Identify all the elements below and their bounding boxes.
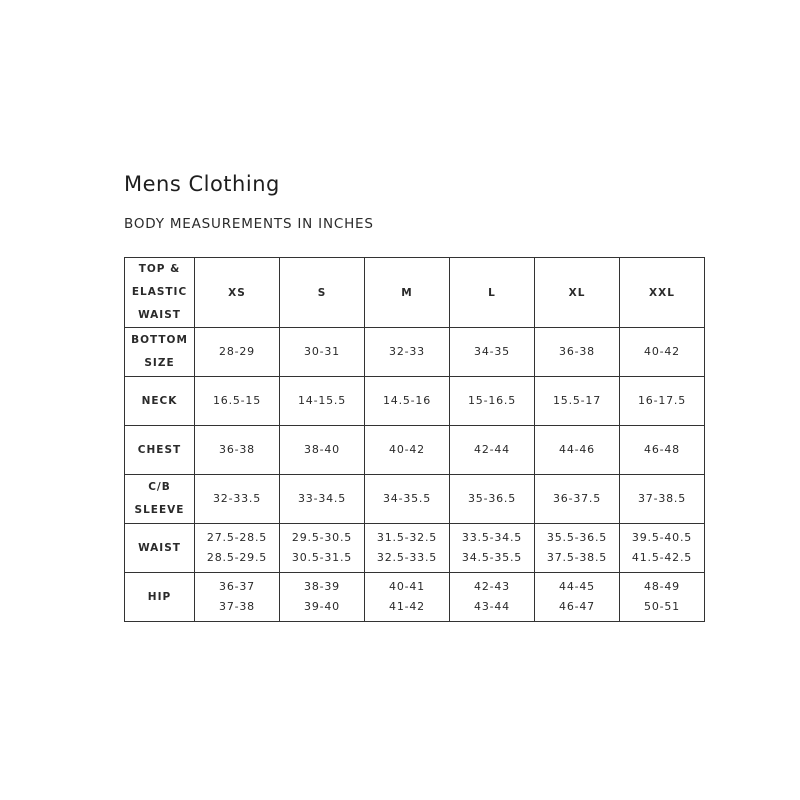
cell-value: 43-44 bbox=[474, 600, 510, 613]
cell-value: 30-31 bbox=[304, 345, 340, 358]
row-label-cell bbox=[125, 377, 195, 426]
table-cell bbox=[535, 475, 620, 524]
cell-value: 36-38 bbox=[559, 345, 595, 358]
table-cell bbox=[365, 475, 450, 524]
cell-value: 32-33 bbox=[389, 345, 425, 358]
row-label-line: HIP bbox=[147, 590, 172, 603]
cell-value: 39-40 bbox=[304, 600, 340, 613]
table-cell bbox=[280, 426, 365, 475]
column-header-m: M bbox=[365, 258, 450, 328]
cell-value: 46-47 bbox=[559, 600, 595, 613]
row-label-line: CHEST bbox=[137, 443, 182, 456]
table-cell bbox=[280, 573, 365, 622]
cell-value: 34.5-35.5 bbox=[461, 551, 523, 564]
size-chart-body bbox=[125, 258, 705, 622]
corner-label-line: TOP & bbox=[138, 263, 181, 275]
table-row bbox=[125, 524, 705, 573]
page-subtitle: BODY MEASUREMENTS IN INCHES bbox=[124, 216, 374, 232]
cell-value: 37.5-38.5 bbox=[546, 551, 608, 564]
table-cell bbox=[280, 377, 365, 426]
table-cell bbox=[195, 573, 280, 622]
cell-value: 30.5-31.5 bbox=[291, 551, 353, 564]
row-label-cell bbox=[125, 573, 195, 622]
table-row bbox=[125, 475, 705, 524]
column-header-s: S bbox=[280, 258, 365, 328]
cell-value: 15.5-17 bbox=[552, 394, 602, 407]
table-cell bbox=[450, 524, 535, 573]
row-label-cell bbox=[125, 475, 195, 524]
table-cell bbox=[535, 426, 620, 475]
row-label-line: C/B bbox=[148, 481, 171, 493]
cell-value: 37-38.5 bbox=[637, 492, 687, 505]
table-cell bbox=[365, 328, 450, 377]
cell-value: 44-46 bbox=[559, 443, 595, 456]
corner-label-cell bbox=[125, 258, 195, 328]
table-row bbox=[125, 573, 705, 622]
row-label-cell bbox=[125, 524, 195, 573]
row-label-line: BOTTOM bbox=[131, 334, 188, 346]
row-label-cell bbox=[125, 426, 195, 475]
row-label-line: WAIST bbox=[138, 541, 181, 554]
cell-value: 14.5-16 bbox=[382, 394, 432, 407]
table-row bbox=[125, 377, 705, 426]
row-label-cell bbox=[125, 328, 195, 377]
cell-value: 40-41 bbox=[389, 580, 425, 593]
table-cell bbox=[280, 524, 365, 573]
cell-value: 36-37 bbox=[219, 580, 255, 593]
page-title: Mens Clothing bbox=[124, 172, 280, 196]
cell-value: 29.5-30.5 bbox=[291, 531, 353, 544]
table-cell bbox=[620, 573, 705, 622]
table-cell bbox=[450, 573, 535, 622]
table-cell bbox=[195, 524, 280, 573]
table-cell bbox=[365, 426, 450, 475]
table-cell bbox=[535, 377, 620, 426]
cell-value: 34-35.5 bbox=[382, 492, 432, 505]
cell-value: 44-45 bbox=[559, 580, 595, 593]
cell-value: 42-44 bbox=[474, 443, 510, 456]
table-cell bbox=[365, 573, 450, 622]
cell-value: 16-17.5 bbox=[637, 394, 687, 407]
row-label-line: NECK bbox=[141, 394, 178, 407]
table-cell bbox=[365, 377, 450, 426]
table-cell bbox=[620, 475, 705, 524]
table-cell bbox=[450, 426, 535, 475]
cell-value: 50-51 bbox=[644, 600, 680, 613]
cell-value: 38-40 bbox=[304, 443, 340, 456]
cell-value: 37-38 bbox=[219, 600, 255, 613]
column-header-xxl: XXL bbox=[620, 258, 705, 328]
cell-value: 32.5-33.5 bbox=[376, 551, 438, 564]
cell-value: 40-42 bbox=[644, 345, 680, 358]
table-cell bbox=[620, 524, 705, 573]
cell-value: 32-33.5 bbox=[212, 492, 262, 505]
table-cell bbox=[195, 475, 280, 524]
table-cell bbox=[280, 328, 365, 377]
column-header-xl: XL bbox=[535, 258, 620, 328]
cell-value: 33.5-34.5 bbox=[461, 531, 523, 544]
table-cell bbox=[535, 328, 620, 377]
table-cell bbox=[450, 328, 535, 377]
cell-value: 28-29 bbox=[219, 345, 255, 358]
cell-value: 48-49 bbox=[644, 580, 680, 593]
column-header-l: L bbox=[450, 258, 535, 328]
table-cell bbox=[280, 475, 365, 524]
table-header-row bbox=[125, 258, 705, 328]
cell-value: 39.5-40.5 bbox=[631, 531, 693, 544]
cell-value: 42-43 bbox=[474, 580, 510, 593]
cell-value: 41.5-42.5 bbox=[631, 551, 693, 564]
cell-value: 38-39 bbox=[304, 580, 340, 593]
table-cell bbox=[450, 377, 535, 426]
row-label-line: SIZE bbox=[144, 357, 175, 369]
cell-value: 33-34.5 bbox=[297, 492, 347, 505]
cell-value: 36-37.5 bbox=[552, 492, 602, 505]
corner-label-line: ELASTIC bbox=[131, 286, 188, 298]
table-cell bbox=[195, 426, 280, 475]
table-cell bbox=[535, 524, 620, 573]
size-chart-table bbox=[124, 257, 705, 622]
cell-value: 46-48 bbox=[644, 443, 680, 456]
cell-value: 15-16.5 bbox=[467, 394, 517, 407]
cell-value: 36-38 bbox=[219, 443, 255, 456]
cell-value: 28.5-29.5 bbox=[206, 551, 268, 564]
corner-label-line: WAIST bbox=[138, 309, 181, 321]
cell-value: 35.5-36.5 bbox=[546, 531, 608, 544]
cell-value: 16.5-15 bbox=[212, 394, 262, 407]
cell-value: 35-36.5 bbox=[467, 492, 517, 505]
table-cell bbox=[195, 328, 280, 377]
table-cell bbox=[620, 377, 705, 426]
table-cell bbox=[620, 328, 705, 377]
table-row bbox=[125, 426, 705, 475]
table-cell bbox=[365, 524, 450, 573]
column-header-xs: XS bbox=[195, 258, 280, 328]
cell-value: 41-42 bbox=[389, 600, 425, 613]
cell-value: 31.5-32.5 bbox=[376, 531, 438, 544]
table-cell bbox=[620, 426, 705, 475]
cell-value: 14-15.5 bbox=[297, 394, 347, 407]
cell-value: 27.5-28.5 bbox=[206, 531, 268, 544]
table-cell bbox=[535, 573, 620, 622]
table-cell bbox=[195, 377, 280, 426]
cell-value: 34-35 bbox=[474, 345, 510, 358]
row-label-line: SLEEVE bbox=[134, 504, 185, 516]
cell-value: 40-42 bbox=[389, 443, 425, 456]
table-row bbox=[125, 328, 705, 377]
table-cell bbox=[450, 475, 535, 524]
